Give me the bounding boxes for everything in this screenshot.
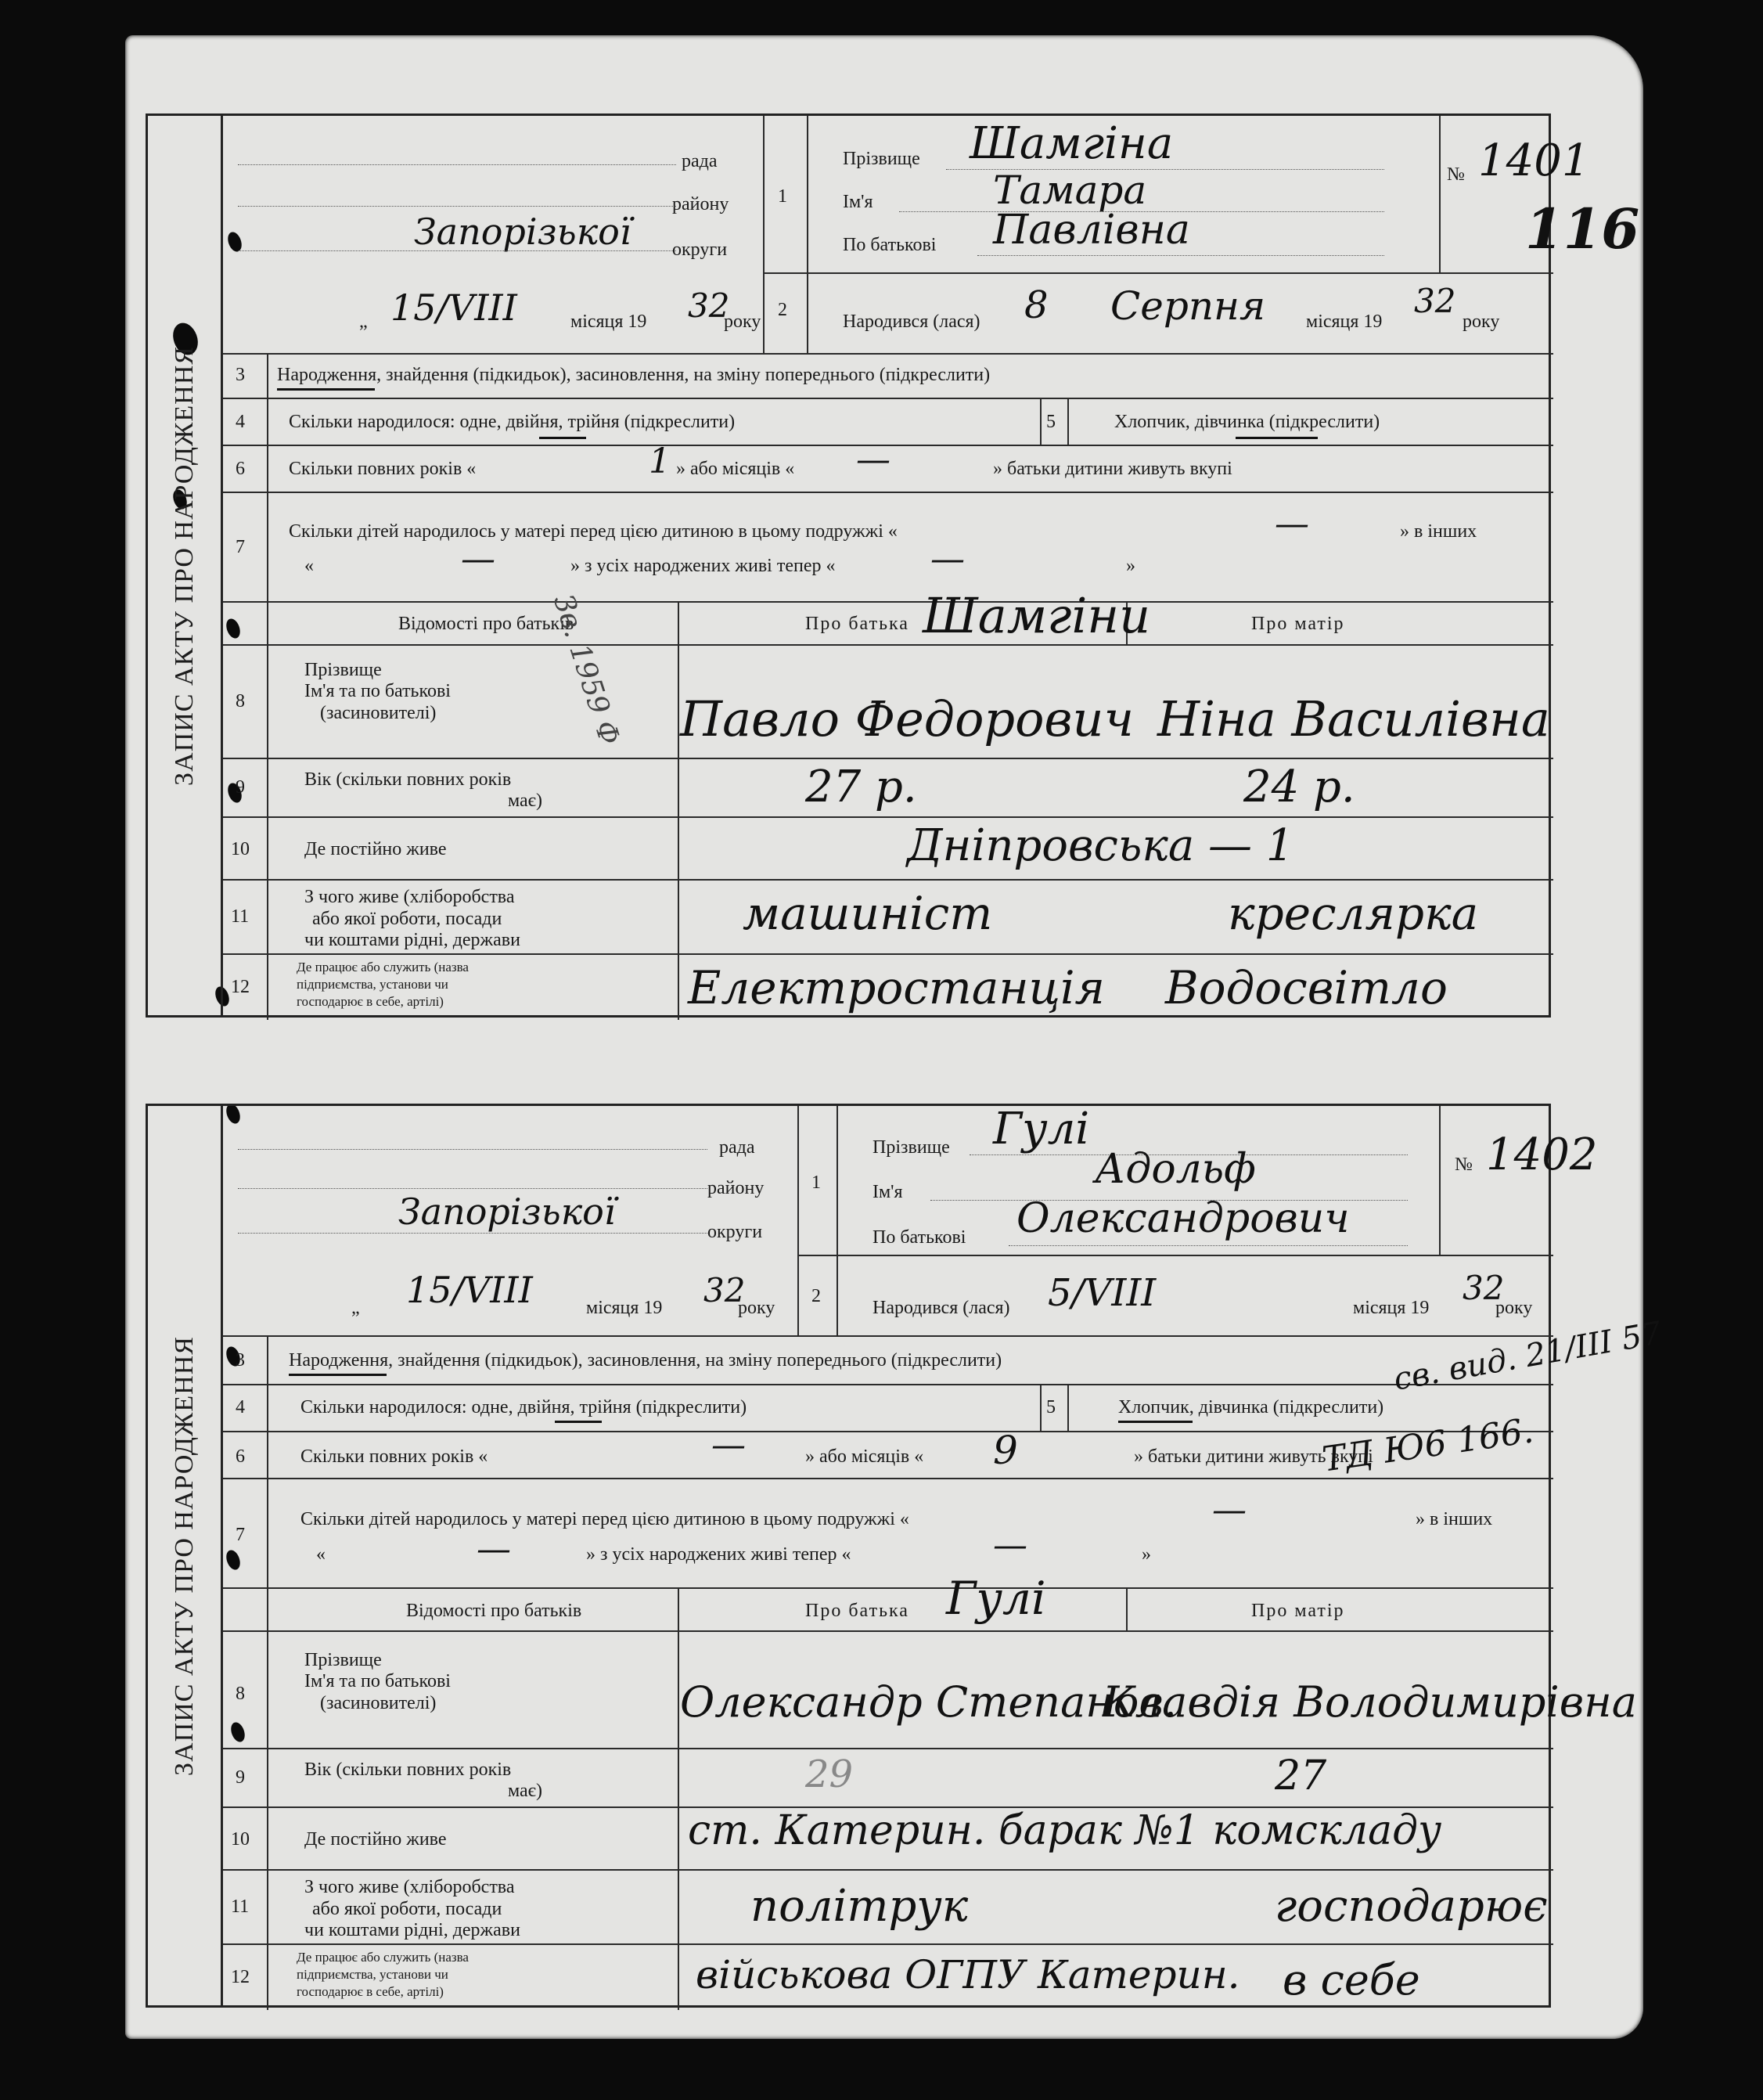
mother-occupation: господарює: [1275, 1881, 1548, 1932]
row-number: 9: [236, 777, 245, 798]
r10-label: Де постійно живе: [304, 1829, 447, 1850]
r11-label: З чого живе (хліборобства: [304, 1877, 515, 1897]
children-alive: —: [930, 539, 965, 579]
row-number: 4: [236, 412, 245, 432]
row7-other: » в інших: [1416, 1509, 1493, 1529]
row-number: 4: [236, 1397, 245, 1417]
mother-occupation: креслярка: [1228, 887, 1479, 940]
row6-tail: » батьки дитини живуть вкупі: [1134, 1446, 1373, 1467]
mother-name: Ніна Василівна: [1157, 690, 1550, 747]
side-title-text: ЗАПИС АКТУ ПРО НАРОДЖЕННЯ: [169, 1335, 199, 1776]
surname-value: Гулі: [993, 1104, 1090, 1154]
name-label: Ім'я: [843, 192, 873, 212]
month-year-label: місяця 19: [1306, 312, 1383, 332]
row-number: 1: [811, 1172, 821, 1193]
r9-label: має): [508, 791, 542, 811]
row6-tail: » батьки дитини живуть вкупі: [993, 459, 1232, 479]
patronymic-value: Олександрович: [1016, 1195, 1350, 1242]
r8-label: Ім'я та по батькові: [304, 681, 451, 701]
raion-label: району: [707, 1178, 765, 1198]
raion-label: району: [672, 194, 729, 214]
row5-text: Хлопчик, дівчинка (підкреслити): [1118, 1397, 1384, 1417]
parents-surname: Шамгіни: [923, 587, 1151, 644]
row-number: 9: [236, 1767, 245, 1788]
birth-year: 32: [1414, 282, 1456, 320]
birth-record-1401: [146, 113, 1640, 1018]
r11-label: чи коштами рідні, держави: [304, 1920, 520, 1940]
years-together: 1: [649, 441, 671, 481]
record-side-title: [148, 116, 223, 1015]
row6-years-label: Скільки повних років «: [300, 1446, 488, 1467]
okrug-value: Запорізької: [398, 1190, 616, 1233]
row-number: 8: [236, 691, 245, 711]
row7-text: Скільки дітей народилось у матері перед цією дитиною в цьому подружжі «: [300, 1509, 909, 1529]
children-alive: —: [993, 1525, 1027, 1565]
r11-label: З чого живе (хліборобства: [304, 887, 515, 907]
parents-info-header: Відомості про батьків: [406, 1601, 582, 1621]
father-occupation: машиніст: [743, 887, 993, 940]
father-age: 29: [805, 1752, 854, 1796]
annotation: св. вид. 21/III 57: [1391, 1315, 1664, 1398]
row-number: 6: [236, 1446, 245, 1467]
r11-label: чи коштами рідні, держави: [304, 930, 520, 950]
row-number: 10: [231, 839, 250, 859]
birth-date: 5/VIII: [1048, 1271, 1157, 1315]
born-label: Народився (лася): [843, 312, 980, 332]
r8-label: Прізвище: [304, 1650, 382, 1670]
registration-year: 32: [688, 286, 730, 325]
quote-mark: »: [1126, 556, 1135, 576]
row-number: 2: [811, 1286, 821, 1306]
parents-info-header: Відомості про батьків: [398, 614, 574, 634]
row7-alive-label: » з усіх народжених живі тепер «: [570, 556, 836, 576]
record-side-title: [148, 1106, 223, 2005]
r10-label: Де постійно живе: [304, 839, 447, 859]
row-number: 7: [236, 537, 245, 557]
month-year-label: місяця 19: [1353, 1298, 1430, 1318]
name-label: Ім'я: [873, 1182, 903, 1202]
mother-column-header: Про матір: [1251, 614, 1345, 634]
birth-day: 8: [1024, 283, 1049, 327]
r8-label: (засиновителі): [320, 703, 437, 723]
name-value: Тамара: [993, 167, 1147, 213]
r8-label: Прізвище: [304, 660, 382, 680]
father-name: Олександр Степанов.: [680, 1677, 1177, 1727]
row-number: 12: [231, 1967, 250, 1987]
r11-label: або якої роботи, посади: [312, 1899, 502, 1919]
margin-mark: 116: [1525, 196, 1640, 261]
r8-label: Ім'я та по батькові: [304, 1671, 451, 1691]
registration-date: 15/VIII: [406, 1269, 533, 1311]
patronymic-value: Павлівна: [993, 207, 1190, 254]
quote-mark: «: [316, 1544, 326, 1565]
row-number: 6: [236, 459, 245, 479]
month-year-label: місяця 19: [570, 312, 647, 332]
row-number: 12: [231, 977, 250, 997]
row-number: 11: [231, 906, 250, 927]
month-year-label: місяця 19: [586, 1298, 663, 1318]
side-title-text: ЗАПИС АКТУ ПРО НАРОДЖЕННЯ: [169, 345, 199, 786]
row-number: 1: [778, 186, 787, 207]
surname-label: Прізвище: [843, 149, 920, 169]
name-value: Адольф: [1095, 1146, 1256, 1193]
father-column-header: Про батька: [805, 614, 909, 634]
r9-label: Вік (скільки повних років: [304, 769, 512, 790]
children-before: —: [1212, 1490, 1247, 1530]
months-together: —: [856, 440, 890, 480]
mother-age: 27: [1275, 1752, 1327, 1799]
born-label: Народився (лася): [873, 1298, 1010, 1318]
r9-label: має): [508, 1781, 542, 1801]
okrug-label: округи: [707, 1222, 763, 1242]
rada-label: рада: [682, 151, 718, 171]
year-label: року: [1495, 1298, 1533, 1318]
birth-record-1402: [146, 1104, 1664, 2008]
r12-label: підприємства, установи чи: [297, 977, 448, 992]
father-occupation: політрук: [750, 1881, 969, 1932]
r12-label: підприємства, установи чи: [297, 1967, 448, 1982]
row6-months-label: » або місяців «: [676, 459, 795, 479]
row-number: 5: [1046, 412, 1056, 432]
row-number: 3: [236, 1350, 245, 1371]
year-label: року: [724, 312, 761, 332]
residence: Дніпровська — 1: [907, 820, 1294, 871]
quote-mark: „: [359, 312, 368, 332]
row-number: 11: [231, 1896, 250, 1917]
mother-column-header: Про матір: [1251, 1601, 1345, 1621]
okrug-label: округи: [672, 240, 728, 260]
row-number: 5: [1046, 1397, 1056, 1417]
row3-text: Народження, знайдення (підкидьок), засиновлення, на зміну попереднього (підкреслити): [289, 1350, 1002, 1371]
year-label: року: [1463, 312, 1500, 332]
mother-age: 24 р.: [1243, 762, 1355, 812]
number-label: №: [1455, 1154, 1473, 1175]
row-number: 8: [236, 1684, 245, 1704]
quote-mark: „: [351, 1298, 360, 1318]
r12-label: господарює в себе, артілі): [297, 1984, 444, 1999]
father-age: 27 р.: [805, 762, 917, 812]
residence: ст. Катерин. барак №1 комскладу: [688, 1807, 1442, 1854]
birth-year: 32: [1463, 1269, 1505, 1307]
row5-text: Хлопчик, дівчинка (підкреслити): [1114, 412, 1380, 432]
surname-label: Прізвище: [873, 1137, 950, 1158]
r8-label: (засиновителі): [320, 1693, 437, 1713]
registration-date: 15/VIII: [390, 286, 517, 329]
father-work: військова ОГПУ Катерин.: [696, 1952, 1240, 1997]
row-number: 3: [236, 365, 245, 385]
row-number: 10: [231, 1829, 250, 1850]
row7-other: » в інших: [1400, 521, 1477, 542]
row4-text: Скільки народилося: одне, двійня, трійня (підкреслити): [289, 412, 736, 432]
margin-note: Зв. 1959 Ф: [546, 590, 626, 749]
row7-alive-label: » з усіх народжених живі тепер «: [586, 1544, 851, 1565]
mother-name: Клавдія Володимирівна: [1103, 1677, 1637, 1727]
row3-text: Народження, знайдення (підкидьок), засиновлення, на зміну попереднього (підкреслити): [277, 365, 991, 385]
father-column-header: Про батька: [805, 1601, 909, 1621]
year-label: року: [738, 1298, 775, 1318]
quote-mark: »: [1142, 1544, 1151, 1565]
children-other: —: [477, 1529, 511, 1569]
quote-mark: «: [304, 556, 314, 576]
annotation: ТД Ю6 166.: [1319, 1410, 1536, 1480]
row-number: 7: [236, 1525, 245, 1545]
row-number: 2: [778, 300, 787, 320]
row4-text: Скільки народилося: одне, двійня, трійня (підкреслити): [300, 1397, 747, 1417]
rada-label: рада: [719, 1137, 755, 1158]
mother-work: в себе: [1283, 1955, 1420, 2005]
row6-years-label: Скільки повних років «: [289, 459, 477, 479]
parents-surname: Гулі: [946, 1572, 1046, 1625]
r9-label: Вік (скільки повних років: [304, 1760, 512, 1780]
r12-label: Де працює або служить (назва: [297, 960, 469, 974]
father-work: Електростанція: [688, 961, 1105, 1014]
surname-value: Шамгіна: [970, 118, 1174, 169]
registration-year: 32: [703, 1271, 746, 1309]
mother-work: Водосвітло: [1165, 961, 1448, 1014]
row7-text: Скільки дітей народилось у матері перед цією дитиною в цьому подружжі «: [289, 521, 898, 542]
r12-label: Де працює або служить (назва: [297, 1950, 469, 1965]
record-number: 1401: [1478, 135, 1590, 186]
record-number: 1402: [1486, 1129, 1598, 1180]
years-together: —: [711, 1425, 746, 1465]
birth-month: Серпня: [1110, 283, 1266, 329]
r11-label: або якої роботи, посади: [312, 909, 502, 929]
children-before: —: [1275, 504, 1309, 544]
children-other: —: [461, 539, 495, 579]
father-name: Павло Федорович: [680, 690, 1135, 747]
number-label: №: [1447, 164, 1465, 185]
r12-label: господарює в себе, артілі): [297, 994, 444, 1009]
okrug-value: Запорізької: [414, 211, 631, 253]
patronymic-label: По батькові: [873, 1227, 966, 1248]
patronymic-label: По батькові: [843, 235, 937, 255]
row6-months-label: » або місяців «: [805, 1446, 924, 1467]
months-together: 9: [993, 1428, 1018, 1473]
